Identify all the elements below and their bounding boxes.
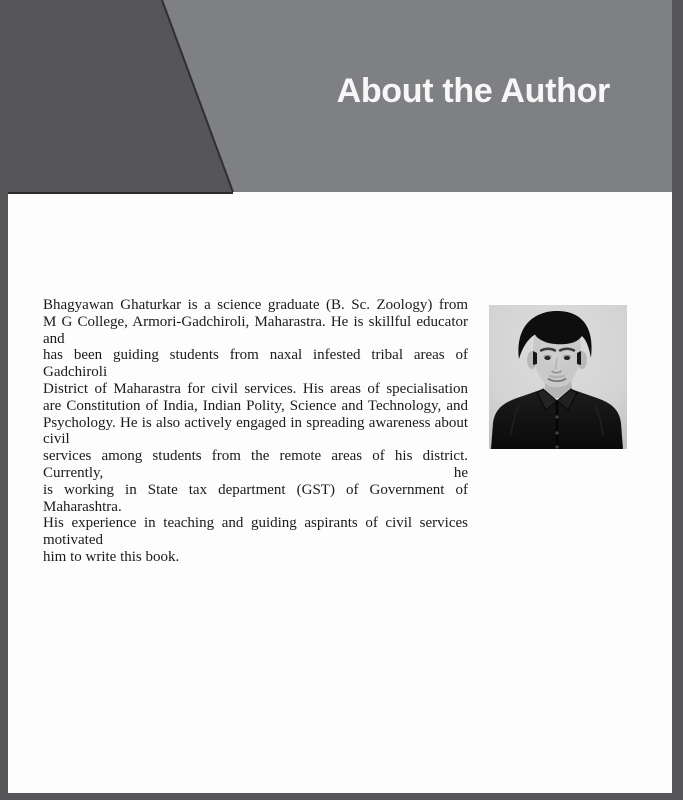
page-title: About the Author	[336, 72, 610, 110]
bio-line: M G College, Armori-Gadchiroli, Maharastra. He is skillful educator and	[43, 313, 468, 347]
bio-line: Bhagyawan Ghaturkar is a science graduate (B. Sc. Zoology) from	[43, 297, 468, 313]
bio-line: District of Maharastra for civil services. His areas of specialisation	[43, 380, 468, 397]
author-portrait-image	[489, 305, 627, 449]
bio-line: is working in State tax department (GST) of Government of Maharashtra.	[43, 481, 468, 515]
bio-line: are Constitution of India, Indian Polity, Science and Technology, and	[43, 397, 468, 414]
author-bio-paragraph	[43, 297, 468, 566]
author-photo	[489, 305, 627, 449]
bio-line: His experience in teaching and guiding aspirants of civil services motivated	[43, 515, 468, 549]
bio-line: Psychology. He is also actively engaged in spreading awareness about civil	[43, 414, 468, 448]
bio-line: him to write this book.	[43, 548, 180, 565]
bio-line: services among students from the remote areas of his district. Currently, he	[43, 448, 468, 481]
bio-line: has been guiding students from naxal infested tribal areas of Gadchiroli	[43, 347, 468, 381]
